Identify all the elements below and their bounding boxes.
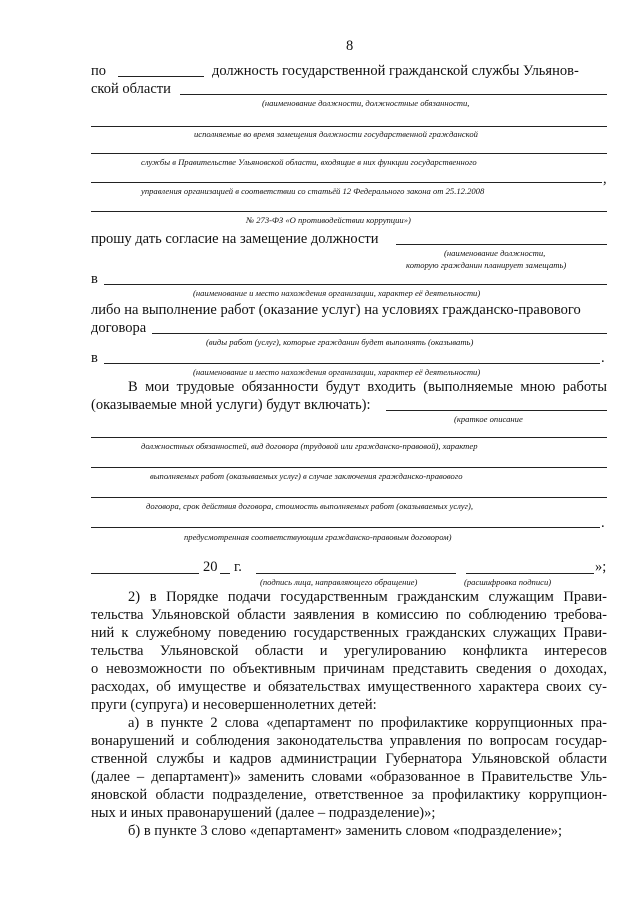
line-end-dot: . xyxy=(601,350,605,366)
text-request: прошу дать согласие на замещение должности xyxy=(91,231,379,247)
caption-signature: (подпись лица, направляющего обращение) xyxy=(260,577,418,587)
caption-14: договора, срок действия договора, стоимость выполняемых работ (оказываемых услуг), xyxy=(146,501,473,511)
p2-line-8: а) в пункте 2 слова «департамент по профилактике коррупционных пра- xyxy=(128,715,607,731)
text-line-5: либо на выполнение работ (оказание услуг) на условиях гражданско-правового xyxy=(91,302,581,318)
caption-8: (наименование и место нахождения организации, характер её деятельности) xyxy=(193,288,481,298)
fill-line xyxy=(104,363,600,364)
p2-line-3: ний к служебному поведению государственных гражданских служащих Прави- xyxy=(91,625,607,641)
text-line-6: договора xyxy=(91,320,147,336)
caption-9: (виды работ (услуг), которые гражданин будет выполнять (оказывать) xyxy=(206,337,474,347)
caption-4: управления организацией в соответствии со статьёй 12 Федерального закона от 25.12.2008 xyxy=(141,186,485,196)
fill-line xyxy=(220,573,230,574)
fill-line xyxy=(118,76,204,77)
fill-line xyxy=(91,153,607,154)
sig-end: »; xyxy=(595,559,607,575)
fill-line xyxy=(466,573,594,574)
p2-line-2: тельства Ульяновской области заявления в комиссию по соблюдению требова- xyxy=(91,607,607,623)
fill-line xyxy=(396,244,607,245)
fill-line xyxy=(152,333,607,334)
caption-15: предусмотренная соответствующим гражданско-правовым договором) xyxy=(184,532,452,542)
caption-2: исполняемые во время замещения должности государственной гражданской xyxy=(194,129,478,139)
p2-line-10: ственной службы и кадров администрации Губернатора Ульяновской области xyxy=(91,751,607,767)
fill-line xyxy=(91,573,199,574)
p2-line-11: (далее – департамент)» заменить словами «образованное в Правительстве Уль- xyxy=(91,769,607,785)
sig-g: г. xyxy=(234,559,242,575)
text-line-8: В мои трудовые обязанности будут входить (выполняемые мною работы xyxy=(128,379,607,395)
line-end-comma: , xyxy=(603,171,607,187)
fill-line xyxy=(91,497,607,498)
p2-line-13: ных и иных правонарушений (далее – подразделение)»; xyxy=(91,805,436,821)
caption-10: (наименование и место нахождения организации, характер её деятельности) xyxy=(193,367,481,377)
caption-1: (наименование должности, должностные обязанности, xyxy=(262,98,470,108)
caption-12: должностных обязанностей, вид договора (трудовой или гражданско-правовой), характер xyxy=(141,441,478,451)
p2-line-1: 2) в Порядке подачи государственным гражданским служащим Прави- xyxy=(128,589,607,605)
caption-6: (наименование должности, xyxy=(444,248,546,258)
text-line-2: ской области xyxy=(91,81,171,97)
p2-line-12: яновской области подразделение, ответственное за профилактику коррупцион- xyxy=(91,787,607,803)
fill-line xyxy=(91,211,607,212)
fill-line xyxy=(91,126,607,127)
p2-line-5: о невозможности по объективным причинам представить сведения о доходах, xyxy=(91,661,607,677)
caption-3: службы в Правительстве Ульяновской области, входящие в них функции государственного xyxy=(141,157,477,167)
p2-line-9: вонарушений и соблюдения законодательства управления по вопросам государ- xyxy=(91,733,607,749)
caption-decryption: (расшифровка подписи) xyxy=(464,577,552,587)
caption-5: № 273-ФЗ «О противодействии коррупции») xyxy=(246,215,411,225)
sig-year: 20 xyxy=(203,559,218,575)
fill-line xyxy=(386,410,607,411)
caption-11: (краткое описание xyxy=(454,414,523,424)
fill-line xyxy=(256,573,456,574)
fill-line xyxy=(91,437,607,438)
text-v-2: в xyxy=(91,350,98,366)
page-number: 8 xyxy=(346,38,354,54)
fill-line xyxy=(104,284,607,285)
p2-line-6: расходах, об имуществе и обязательствах имущественного характера своих су- xyxy=(91,679,607,695)
text-po: по xyxy=(91,63,107,79)
caption-13: выполняемых работ (оказываемых услуг) в случае заключения гражданско-правового xyxy=(150,471,463,481)
line-end-dot-2: . xyxy=(601,515,605,531)
text-line-9: (оказываемые мной услуги) будут включать): xyxy=(91,397,371,413)
text-line-1: должность государственной гражданской службы Ульянов- xyxy=(212,63,579,79)
fill-line xyxy=(91,527,600,528)
text-v-1: в xyxy=(91,271,98,287)
fill-line xyxy=(180,94,607,95)
fill-line xyxy=(91,467,607,468)
p2-line-7: пруги (супруга) и несовершеннолетних детей: xyxy=(91,697,377,713)
p2-line-14: б) в пункте 3 слово «департамент» заменить словом «подразделение»; xyxy=(128,823,562,839)
fill-line xyxy=(91,182,602,183)
p2-line-4: тельства Ульяновской области и урегулированию конфликта интересов xyxy=(91,643,607,659)
caption-7: которую гражданин планирует замещать) xyxy=(406,260,567,270)
